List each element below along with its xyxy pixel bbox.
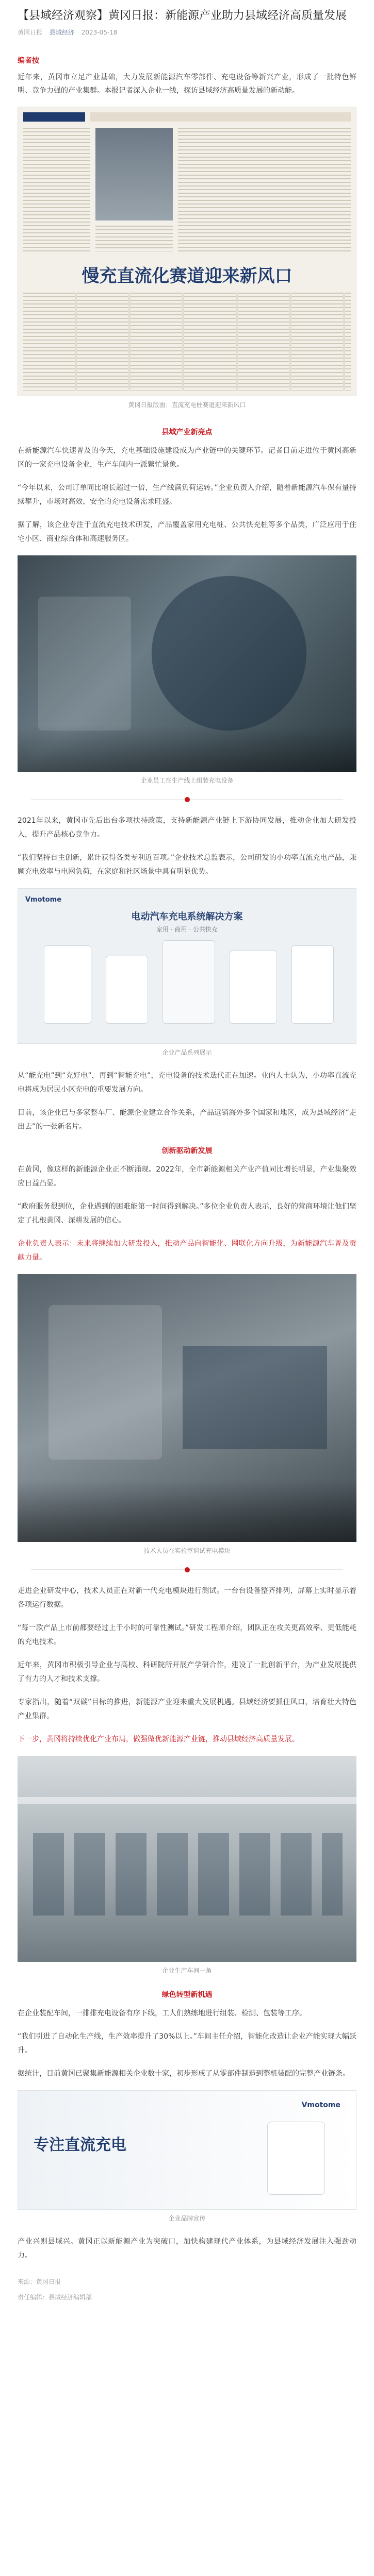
paragraph: 目前，该企业已与多家整车厂、能源企业建立合作关系，产品远销海外多个国家和地区，成为县域经济“走出去”的一张新名片。 [18,1109,356,1131]
photo-shape [33,1833,343,1916]
editor-note-text: 近年来，黄冈市立足产业基础，大力发展新能源汽车零部件、充电设备等新兴产业，形成了一批特色鲜明、竞争力强的产业集群。本报记者深入企业一线，探访县域经济高质量发展的新动能。 [18,73,356,95]
photo-production-line[interactable] [18,555,356,772]
product-panel-image[interactable] [18,888,356,1044]
paragraph: 据了解，该企业专注于直流充电技术研发，产品覆盖家用充电桩、公共快充桩等多个品类，广泛应用于住宅小区、商业综合体和高速服务区。 [18,521,356,543]
paragraph: 在新能源汽车快速普及的今天，充电基础设施建设成为产业链中的关键环节。记者日前走进位于黄冈高新区的一家充电设备企业，生产车间内一派繁忙景象。 [18,447,356,469]
photo-shape [18,1797,356,1804]
paragraph: 产业兴则县域兴。黄冈正以新能源产业为突破口，加快构建现代产业体系，为县域经济发展注入强劲动力。 [18,2238,356,2260]
photo-lab[interactable] [18,1274,356,1542]
product-charger [162,940,215,1024]
photo-caption: 技术人员在实验室调试充电模块 [143,1547,231,1554]
paragraph: 专家指出，随着“双碳”目标的推进，新能源产业迎来重大发展机遇。县域经济要抓住风口，培育壮大特色产业集群。 [18,1698,356,1720]
banner-product [267,2122,325,2195]
article-source-footer: 来源：黄冈日报 [18,2278,61,2285]
photo-shape [48,1305,162,1460]
photo-factory[interactable] [18,1756,356,1962]
account-link[interactable]: 县域经济 [49,29,74,36]
photo-shade [18,725,356,772]
paragraph: “每一款产品上市前都要经过上千小时的可靠性测试。”研发工程师介绍，团队正在攻关更高效率、更低能耗的充电技术。 [18,1624,356,1646]
divider-dot [185,797,190,802]
newspaper-column-mid [95,226,173,251]
article-editor-footer: 责任编辑：县域经济编辑部 [18,2294,92,2301]
section-heading: 绿色转型新机遇 [161,1991,213,1999]
paragraph: 在黄冈，像这样的新能源企业正不断涌现。2022年，全市新能源相关产业产值同比增长明显，产业集聚效应日益凸显。 [18,1165,356,1188]
article-date: 2023-05-18 [81,29,118,36]
highlight-paragraph: 下一步，黄冈将持续优化产业布局，做强做优新能源产业链，推动县域经济高质量发展。 [18,1735,299,1743]
section-heading: 县域产业新亮点 [161,428,213,436]
newspaper-column-left [23,128,90,251]
section-divider [31,1569,343,1570]
product-subtitle: 家用 · 商用 · 公共快充 [156,926,218,933]
paragraph: 据统计，目前黄冈已聚集新能源相关企业数十家，初步形成了从零部件制造到整机装配的完整产业链条。 [18,2070,350,2078]
divider-dot [185,1567,190,1572]
banner-caption: 企业品牌宣传 [168,2215,206,2222]
article-meta [0,25,374,37]
product-brand: Vmotome [25,896,62,904]
photo-caption: 企业生产车间一角 [162,1967,212,1974]
paragraph: “政府服务很到位，企业遇到的困难能第一时间得到解决。”多位企业负责人表示，良好的营商环境让他们坚定了扎根黄冈、深耕发展的信心。 [18,1202,356,1225]
article-source: 黄冈日报 [18,29,43,36]
product-caption: 企业产品系列展示 [162,1049,212,1056]
photo-shape [152,576,306,731]
paragraph: 走进企业研发中心，技术人员正在对新一代充电模块进行测试。一台台设备整齐排列，屏幕上实时显示着各项运行数据。 [18,1587,356,1609]
newspaper-masthead [23,112,85,122]
paragraph: 近年来，黄冈市积极引导企业与高校、科研院所开展产学研合作，建设了一批创新平台，为产业发展提供了有力的人才和技术支撑。 [18,1661,356,1683]
newspaper-headline: 慢充直流化赛道迎来新风口 [82,266,292,286]
editor-note-label: 编者按 [18,57,39,65]
product-title: 电动汽车充电系统解决方案 [131,911,243,922]
newspaper-caption: 黄冈日报版面：直流充电桩赛道迎来新风口 [128,401,246,409]
newspaper-header-band [90,112,351,122]
product-charger [291,945,334,1024]
photo-shade [18,1480,356,1542]
banner-main-text: 专注直流充电 [34,2136,126,2154]
paragraph: 2021年以来，黄冈市先后出台多项扶持政策，支持新能源产业链上下游协同发展，推动企业加大研发投入，提升产品核心竞争力。 [18,817,356,839]
photo-shape [38,597,131,731]
paragraph: “今年以来，公司订单同比增长超过一倍，生产线满负荷运转。”企业负责人介绍，随着新能源汽车保有量持续攀升，市场对高效、安全的充电设备需求旺盛。 [18,484,356,506]
section-divider [31,799,343,800]
product-charger [230,951,277,1024]
newspaper-image[interactable] [18,107,356,396]
paragraph: 在企业装配车间，一排排充电设备有序下线，工人们熟练地进行组装、检测、包装等工序。 [18,2009,306,2018]
newspaper-body-text [23,293,351,391]
paragraph: “我们坚持自主创新，累计获得各类专利近百项。”企业技术总监表示，公司研发的小功率直流充电产品，兼顾充电效率与电网负荷，在家庭和社区场景中具有明显优势。 [18,854,356,876]
photo-shape [183,1346,327,1449]
article-title: 【县域经济观察】黄冈日报：新能源产业助力县域经济高质量发展 [18,9,347,22]
newspaper-column-right [178,128,351,251]
product-charger [106,956,148,1024]
photo-caption: 企业员工在生产线上组装充电设备 [140,777,234,784]
newspaper-photo [95,128,173,221]
paragraph: “我们引进了自动化生产线，生产效率提升了30%以上。”车间主任介绍，智能化改造让企业产能实现大幅跃升。 [18,2032,356,2055]
section-heading: 创新驱动新发展 [161,1147,213,1155]
product-charger [44,945,91,1024]
brand-banner-image[interactable] [18,2090,356,2210]
paragraph: 从“能充电”到“充好电”，再到“智能充电”，充电设备的技术迭代正在加速。业内人士认为，小功率直流充电将成为居民小区充电的重要发展方向。 [18,1072,356,1094]
banner-brand: Vmotome [301,2101,340,2109]
highlight-paragraph: 企业负责人表示：未来将继续加大研发投入，推动产品向智能化、网联化方向升级，为新能源汽车普及贡献力量。 [18,1240,356,1262]
